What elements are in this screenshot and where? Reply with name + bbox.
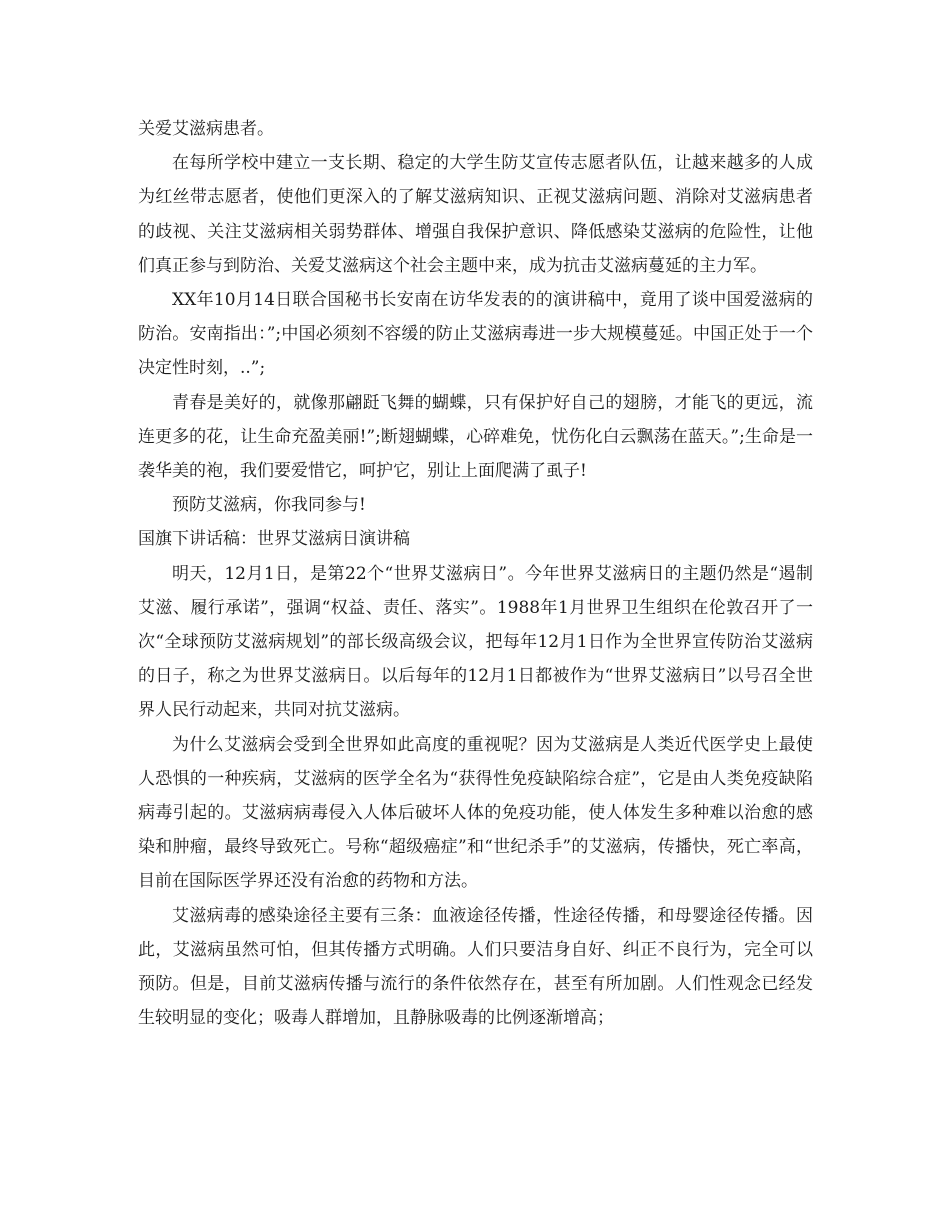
section-heading: 国旗下讲话稿：世界艾滋病日演讲稿 bbox=[138, 529, 410, 550]
paragraph-slogan: 预防艾滋病，你我同参与! bbox=[172, 495, 366, 516]
paragraph-annan-speech: XX年10月14日联合国秘书长安南在访华发表的的演讲稿中，竟用了谈中国爱滋病的防治。安南指出：”;中国必须刻不容缓的防止艾滋病毒进一步大规模蔓延。中国正处于一个决定性时刻，..”; bbox=[138, 290, 813, 379]
paragraph-why-attention: 为什么艾滋病会受到全世界如此高度的重视呢？因为艾滋病是人类近代医学史上最使人恐惧的一种疾病，艾滋病的医学全名为“获得性免疫缺陷综合症”，它是由人类免疫缺陷病毒引起的。艾滋病病毒侵入人体后破坏人体的免疫功能，使人体发生多种难以治愈的感染和肿瘤，最终导致死亡。号称“超级癌症”和“世纪杀手”的艾滋病，传播快，死亡率高，目前在国际医学界还没有治愈的药物和方法。 bbox=[138, 734, 813, 892]
paragraph-continuation: 关爱艾滋病患者。 bbox=[138, 119, 274, 139]
paragraph-volunteer-team: 在每所学校中建立一支长期、稳定的大学生防艾宣传志愿者队伍，让越来越多的人成为红丝带志愿者，使他们更深入的了解艾滋病知识、正视艾滋病问题、消除对艾滋病患者的歧视、关注艾滋病相关弱势群体、增强自我保护意识、降低感染艾滋病的危险性，让他们真正参与到防治、关爱艾滋病这个社会主题中来，成为抗击艾滋病蔓延的主力军。 bbox=[138, 153, 813, 276]
paragraph-transmission: 艾滋病毒的感染途径主要有三条：血液途径传播，性途径传播，和母婴途径传播。因此，艾滋病虽然可怕，但其传播方式明确。人们只要洁身自好、纠正不良行为，完全可以预防。但是，目前艾滋病传播与流行的条件依然存在，甚至有所加剧。人们性观念已经发生较明显的变化；吸毒人群增加，且静脉吸毒的比例逐渐增高； bbox=[138, 905, 813, 1029]
document-body bbox=[138, 112, 813, 1035]
paragraph-world-aids-day: 明天，12月1日，是第22个“世界艾滋病日”。今年世界艾滋病日的主题仍然是“遏制艾滋、履行承诺”，强调“权益、责任、落实”。1988年1月世界卫生组织在伦敦召开了一次“全球预防艾滋病规划”的部长级高级会议，把每年12月1日作为全世界宣传防治艾滋病的日子，称之为世界艾滋病日。以后每年的12月1日都被作为“世界艾滋病日”以号召全世界人民行动起来，共同对抗艾滋病。 bbox=[138, 563, 813, 721]
paragraph-youth-butterfly: 青春是美好的，就像那翩跹飞舞的蝴蝶，只有保护好自己的翅膀，才能飞的更远，流连更多的花，让生命充盈美丽!”;断翅蝴蝶，心碎难免，忧伤化白云飘荡在蓝天。”;生命是一袭华美的袍，我们要爱惜它，呵护它，别让上面爬满了虱子! bbox=[138, 392, 813, 482]
